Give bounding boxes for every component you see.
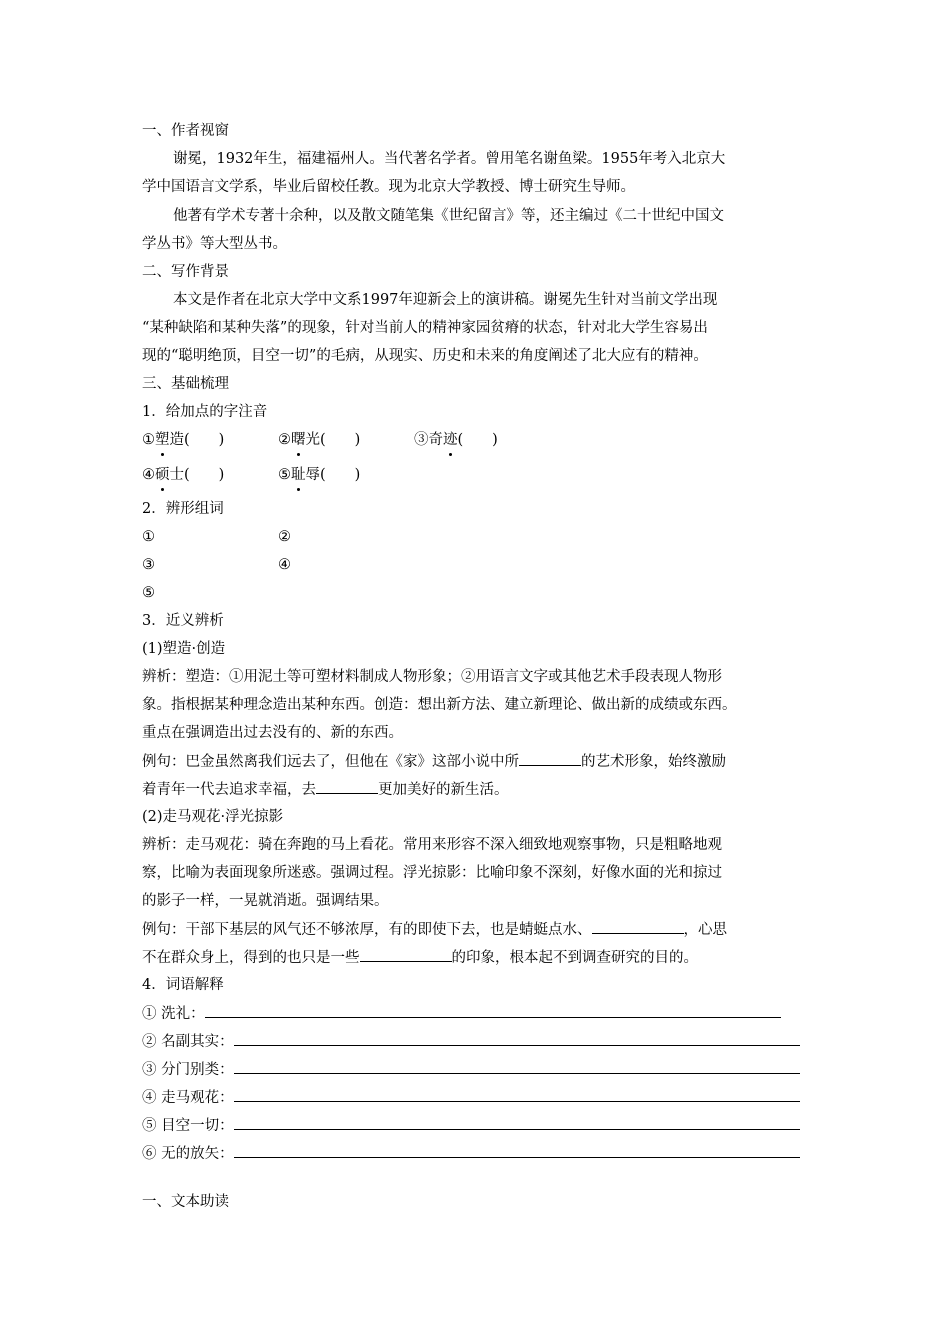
question-title: 3．近义辨析 (142, 613, 224, 629)
question-title: 4．词语解释 (142, 977, 224, 993)
question-title: 2．辨形组词 (142, 501, 224, 517)
definition-blank[interactable] (205, 1003, 781, 1018)
definition-blank[interactable] (234, 1031, 800, 1046)
word-slot[interactable]: ② (278, 529, 291, 545)
definition-blank[interactable] (234, 1115, 800, 1130)
definition-blank[interactable] (234, 1143, 800, 1158)
definition-blank[interactable] (234, 1059, 800, 1074)
pinyin-item: ③奇迹( ) (414, 432, 498, 448)
section-heading-basics: 三、基础梳理 (142, 376, 229, 392)
example-sentence: 着青年一代去追求幸福，去 更加美好的新生活。 (142, 779, 509, 800)
example-sentence: 不在群众身上，得到的也只是一些 的印象，根本起不到调查研究的目的。 (142, 947, 698, 968)
definition-blank[interactable] (234, 1087, 800, 1102)
term-definition-row: ③ 分门别类： (142, 1059, 800, 1080)
fill-blank[interactable] (519, 751, 581, 766)
pinyin-item: ②曙光( ) (278, 432, 361, 448)
paragraph-line: 他著有学术专著十余种，以及散文随笔集《世纪留言》等，还主编过《二十世纪中国文 (173, 208, 724, 224)
paragraph-line: “某种缺陷和某种失落”的现象，针对当前人的精神家园贫瘠的状态，针对北大学生容易出 (142, 320, 708, 336)
word-slot[interactable]: ④ (278, 557, 291, 573)
section-heading-reading: 一、文本助读 (142, 1194, 229, 1210)
term-definition-row: ⑥ 无的放矢： (142, 1143, 800, 1164)
word-slot[interactable]: ③ (142, 557, 155, 573)
subquestion-heading: (2)走马观花·浮光掠影 (142, 809, 284, 825)
word-slot[interactable]: ① (142, 529, 155, 545)
term-definition-row: ④ 走马观花： (142, 1087, 800, 1108)
paragraph-line: 本文是作者在北京大学中文系1997年迎新会上的演讲稿。谢冕先生针对当前文学出现 (173, 292, 718, 308)
fill-blank[interactable] (360, 947, 452, 962)
answer-paren[interactable]: ( ) (457, 432, 498, 448)
answer-paren[interactable]: ( ) (184, 467, 225, 483)
example-sentence: 例句：巴金虽然离我们远去了，但他在《家》这部小说中所 的艺术形象，始终激励 (142, 751, 726, 772)
answer-paren[interactable]: ( ) (320, 467, 361, 483)
fill-blank[interactable] (592, 919, 684, 934)
paragraph-line: 学丛书》等大型丛书。 (142, 236, 287, 252)
subquestion-heading: (1)塑造·创造 (142, 641, 226, 657)
paragraph-line: 重点在强调造出过去没有的、新的东西。 (142, 725, 403, 741)
term-definition-row: ⑤ 目空一切： (142, 1115, 800, 1136)
paragraph-line: 辨析：塑造：①用泥土等可塑材料制成人物形象；②用语言文字或其他艺术手段表现人物形 (142, 669, 722, 685)
section-heading-author: 一、作者视窗 (142, 123, 229, 139)
pinyin-item: ④硕士( ) (142, 467, 225, 483)
paragraph-line: 象。指根据某种理念造出某种东西。创造：想出新方法、建立新理论、做出新的成绩或东西。 (142, 697, 737, 713)
paragraph-line: 辨析：走马观花：骑在奔跑的马上看花。常用来形容不深入细致地观察事物，只是粗略地观 (142, 837, 722, 853)
paragraph-line: 的影子一样，一晃就消逝。强调结果。 (142, 893, 389, 909)
question-title: 1．给加点的字注音 (142, 404, 268, 420)
paragraph-line: 谢冕，1932年生，福建福州人。当代著名学者。曾用笔名谢鱼梁。1955年考入北京大 (173, 151, 726, 167)
paragraph-line: 察，比喻为表面现象所迷惑。强调过程。浮光掠影：比喻印象不深刻，好像水面的光和掠过 (142, 865, 722, 881)
fill-blank[interactable] (316, 779, 378, 794)
answer-paren[interactable]: ( ) (320, 432, 361, 448)
paragraph-line: 现的“聪明绝顶，目空一切”的毛病，从现实、历史和未来的角度阐述了北大应有的精神。 (142, 348, 708, 364)
term-definition-row: ② 名副其实： (142, 1031, 800, 1052)
pinyin-item: ⑤耻辱( ) (278, 467, 361, 483)
example-sentence: 例句：干部下基层的风气还不够浓厚，有的即使下去，也是蜻蜓点水、 ，心思 (142, 919, 727, 940)
answer-paren[interactable]: ( ) (184, 432, 225, 448)
pinyin-item: ①塑造( ) (142, 432, 225, 448)
term-definition-row: ① 洗礼： (142, 1003, 781, 1024)
section-heading-background: 二、写作背景 (142, 264, 229, 280)
paragraph-line: 学中国语言文学系，毕业后留校任教。现为北京大学教授、博士研究生导师。 (142, 179, 635, 195)
word-slot[interactable]: ⑤ (142, 585, 155, 601)
